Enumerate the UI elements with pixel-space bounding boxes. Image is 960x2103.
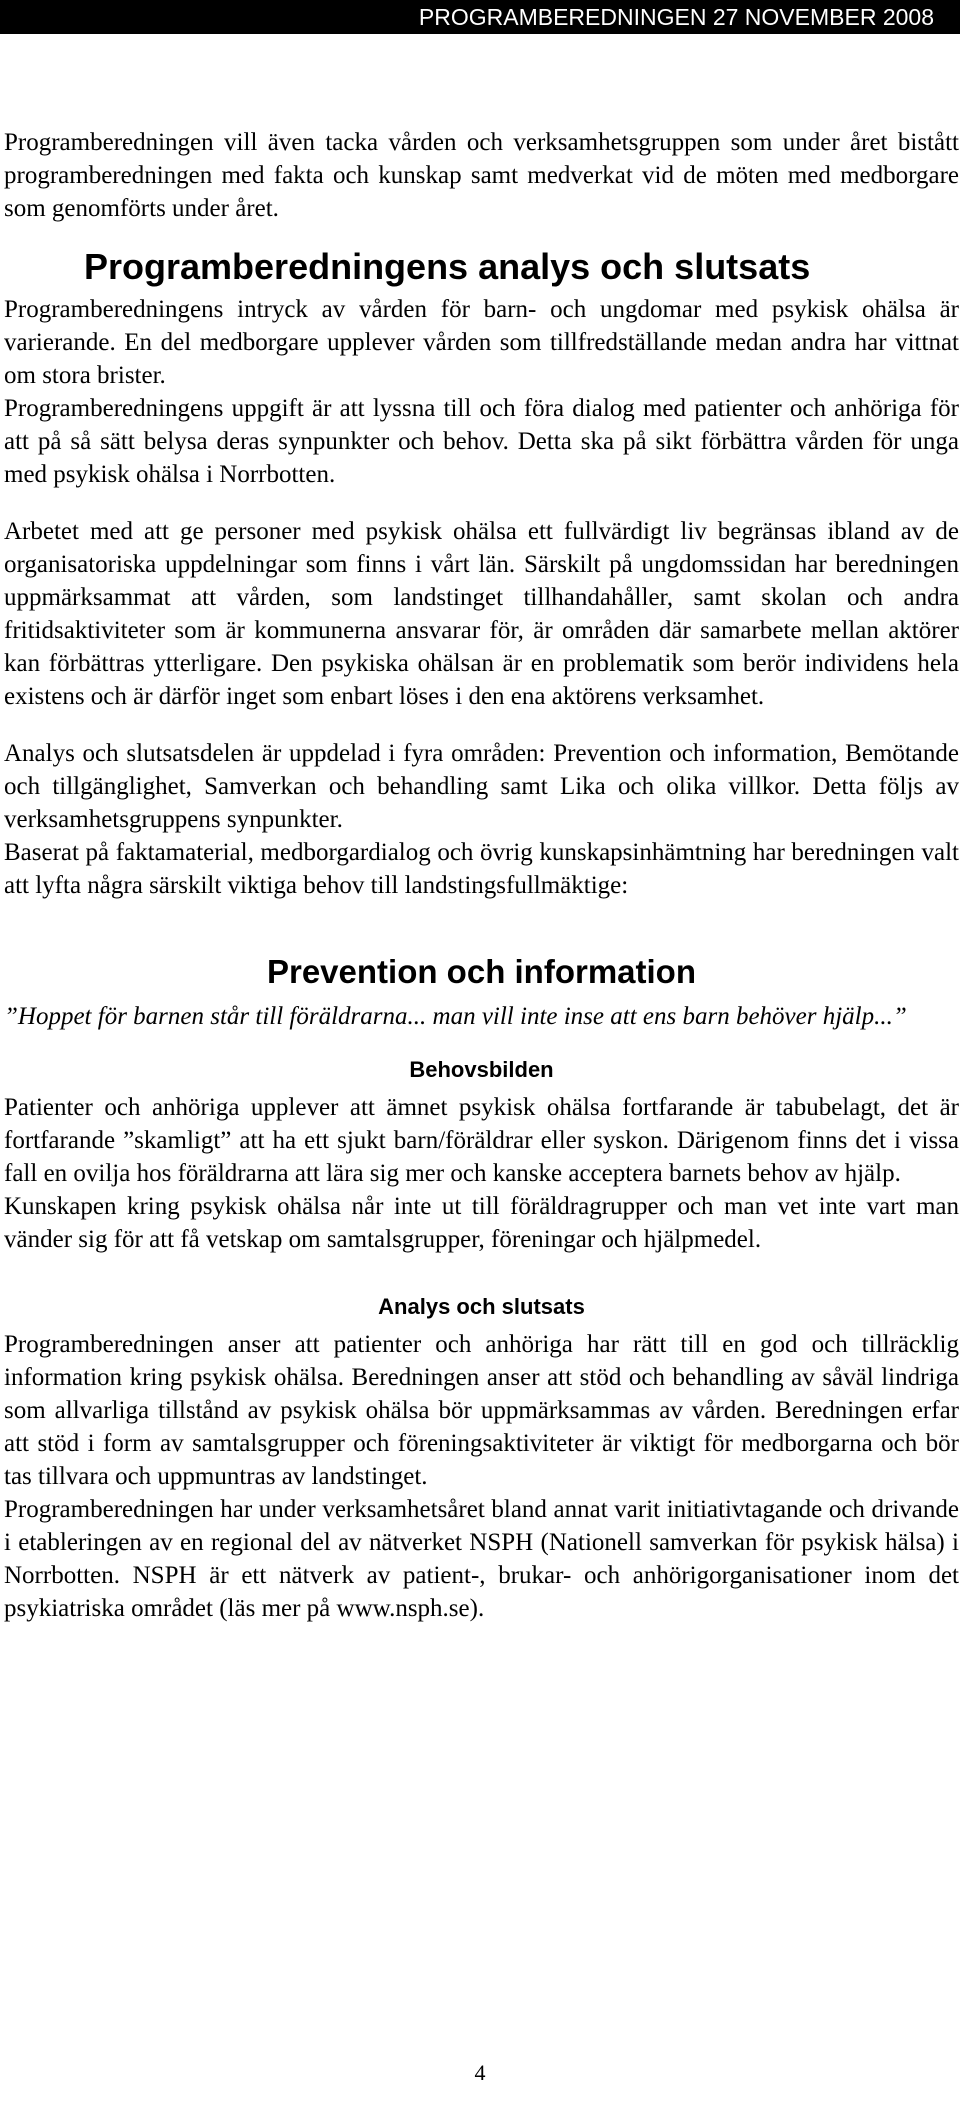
- page-body: [4, 126, 959, 1625]
- analysis-paragraph-4: Analys och slutsatsdelen är uppdelad i fyra områden: Prevention och information, Bemötande och tillgänglighet, Samverkan och behandling samt Lika och olika villkor. Detta följs av verksamhetsgruppens synpunkter.: [4, 740, 959, 833]
- behovsbilden-heading: Behovsbilden: [409, 1057, 554, 1082]
- analys-slutsats-paragraph-1: Programberedningen anser att patienter och anhöriga har rätt till en god och tillräcklig information kring psykisk ohälsa. Beredningen anser att stöd och behandling av såväl lindriga som allvarliga tillstånd av psykisk ohälsa bör uppmärksammas av vården. Beredningen erfar att stöd i form av samtalsgrupper och föreningsaktiviteter är viktigt för medborgarna och bör tas tillvara och uppmuntras av landstinget.: [4, 1331, 959, 1490]
- page-number: 4: [474, 2060, 486, 2085]
- prevention-quote: ”Hoppet för barnen står till föräldrarna... man vill inte inse att ens barn behöver hjälp...”: [4, 1003, 907, 1030]
- analysis-paragraph-1: [4, 293, 959, 392]
- analysis-paragraph-2: Programberedningens uppgift är att lyssna till och föra dialog med patienter och anhöriga för att på så sätt belysa deras synpunkter och behov. Detta ska på sikt förbättra vården för unga med psykisk ohälsa i Norrbotten.: [4, 395, 959, 488]
- prevention-heading: Prevention och information: [266, 953, 697, 990]
- running-title: PROGRAMBEREDNINGEN 27 NOVEMBER 2008: [418, 4, 934, 30]
- analysis-paragraph-3: Arbetet med att ge personer med psykisk ohälsa ett fullvärdigt liv begränsas ibland av de organisatoriska uppdelningar som finns i vårt län. Särskilt på ungdomssidan har beredningen uppmärksammat att vården, som landstinget tillhandahåller, samt skolan och andra fritidsaktiviteter som är kommunerna ansvarar för, är områden där samarbete mellan aktörer kan förbättras ytterligare. Den psykiska ohälsan är en problematik som berör individens hela existens och är därför inget som enbart löses i den ena aktörens verksamhet.: [4, 518, 959, 710]
- behovsbilden-paragraph-1: Patienter och anhöriga upplever att ämnet psykisk ohälsa fortfarande är tabubelagt, det är fortfarande ”skamligt” att ha ett sjukt barn/föräldrar eller syskon. Därigenom finns det i vissa fall en ovilja hos föräldrarna att lära sig mer och kanske acceptera barnets behov av hjälp.: [4, 1094, 959, 1187]
- running-header: [0, 0, 960, 34]
- analysis-paragraph-5: Baserat på faktamaterial, medborgardialog och övrig kunskapsinhämtning har beredningen valt att lyfta några särskilt viktiga behov till landstingsfullmäktige:: [4, 839, 959, 899]
- analysis-section-heading: Programberedningens analys och slutsats: [84, 246, 811, 287]
- analys-slutsats-paragraph-2: Programberedningen har under verksamhetsåret bland annat varit initiativtagande och drivande i etableringen av en regional del av nätverket NSPH (Nationell samverkan för psykisk hälsa) i Norrbotten. NSPH är ett nätverk av patient-, brukar- och anhörigorganisationer inom det psykiatriska området (läs mer på www.nsph.se).: [4, 1496, 959, 1622]
- analysis-paragraph-1b: En del medborgare upplever vården som tillfredställande medan andra har vittnat om stora brister.: [4, 329, 959, 389]
- intro-thanks-paragraph: Programberedningen vill även tacka vården och verksamhetsgruppen som under året bistått programberedningen med fakta och kunskap samt medverkat vid de möten med medborgare som genomförts under året.: [4, 129, 959, 222]
- analysis-paragraph-1a: Programberedningens intryck av vården för barn- och ungdomar med psykisk ohälsa är varierande.: [4, 296, 959, 356]
- behovsbilden-paragraph-2: Kunskapen kring psykisk ohälsa når inte ut till föräldragrupper och man vet inte vart man vänder sig för att få vetskap om samtalsgrupper, föreningar och hjälpmedel.: [4, 1193, 959, 1253]
- analys-slutsats-heading: Analys och slutsats: [378, 1294, 585, 1319]
